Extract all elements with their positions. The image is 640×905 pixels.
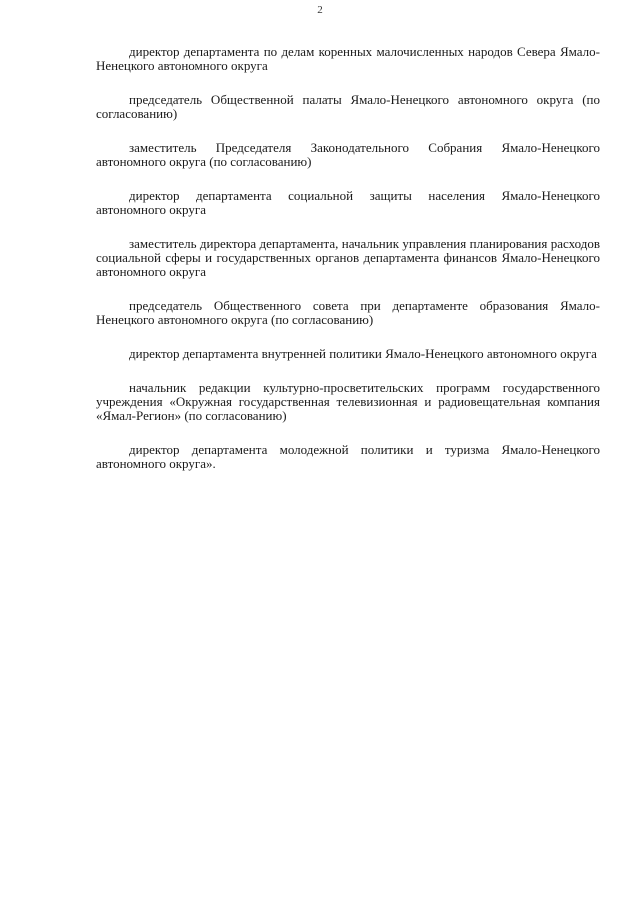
list-item: председатель Общественной палаты Ямало-Ненецкого автономного округа (по согласованию) (96, 92, 600, 121)
list-item: директор департамента социальной защиты населения Ямало-Ненецкого автономного округа (96, 188, 600, 217)
list-item: директор департамента по делам коренных малочисленных народов Севера Ямало-Ненецкого автономного округа (96, 44, 600, 73)
list-item: председатель Общественного совета при департаменте образования Ямало-Ненецкого автономного округа (по согласованию) (96, 298, 600, 327)
member-list (96, 45, 600, 471)
list-item: директор департамента внутренней политики Ямало-Ненецкого автономного округа (129, 346, 597, 361)
list-item: начальник редакции культурно-просветительских программ государственного учреждения «Окружная государственная телевизионная и радиовещательная компания «Ямал-Регион» (по согласованию) (96, 380, 600, 423)
list-item: директор департамента молодежной политики и туризма Ямало-Ненецкого автономного округа». (96, 442, 600, 471)
list-item: заместитель директора департамента, начальник управления планирования расходов социальной сферы и государственных органов департамента финансов Ямало-Ненецкого автономного округа (96, 236, 600, 279)
list-item: заместитель Председателя Законодательного Собрания Ямало-Ненецкого автономного округа (по согласованию) (96, 140, 600, 169)
page-number: 2 (317, 4, 323, 16)
